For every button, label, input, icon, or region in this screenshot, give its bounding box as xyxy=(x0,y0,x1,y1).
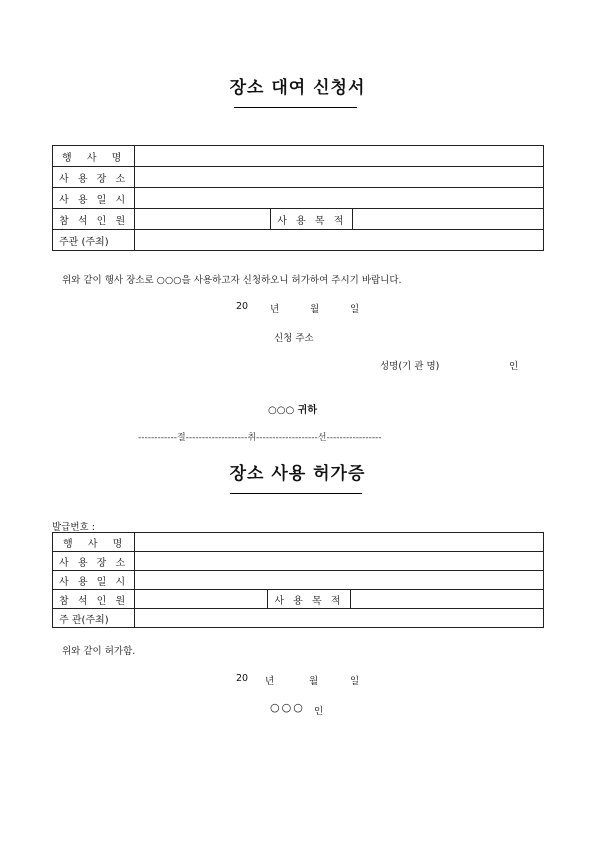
purpose-field[interactable] xyxy=(350,590,543,609)
attendees-label: 참 석 인 원 xyxy=(53,590,135,609)
table-row xyxy=(53,188,544,209)
event-name-label: 행 사 명 xyxy=(53,533,135,552)
application-statement: 위와 같이 행사 장소로 ○○○을 사용하고자 신청하오니 허가하여 주시기 바랍니다. xyxy=(62,275,402,286)
organizer-label: 주 관(주최) xyxy=(53,609,135,628)
applicant-name-label: 성명(기 관 명) xyxy=(380,361,440,372)
venue-field[interactable] xyxy=(135,167,544,188)
application-title: 장소 대여 신청서 xyxy=(229,78,366,98)
event-name-label: 행 사 명 xyxy=(53,146,135,167)
applicant-seal: 인 xyxy=(509,361,519,372)
permit-title: 장소 사용 허가증 xyxy=(229,464,366,484)
permit-date-day-unit: 일 xyxy=(350,676,360,687)
table-row xyxy=(53,609,544,628)
issuer-seal: 인 xyxy=(314,706,324,717)
purpose-label: 사 용 목 적 xyxy=(271,209,353,230)
event-name-field[interactable] xyxy=(135,533,544,552)
table-row xyxy=(53,533,544,552)
organizer-field[interactable] xyxy=(135,230,544,251)
table-row xyxy=(53,590,544,609)
application-date-month-unit: 월 xyxy=(310,304,320,315)
permit-form-table xyxy=(52,532,544,628)
table-row xyxy=(53,209,544,230)
datetime-label: 사 용 일 시 xyxy=(53,571,135,590)
organizer-field[interactable] xyxy=(135,609,544,628)
permit-date-year: 20 xyxy=(236,673,249,684)
permit-date-month-unit: 월 xyxy=(309,676,319,687)
permit-statement: 위와 같이 허가함. xyxy=(62,646,136,657)
attendees-label: 참 석 인 원 xyxy=(53,209,135,230)
purpose-field[interactable] xyxy=(353,209,544,230)
purpose-label: 사 용 목 적 xyxy=(268,590,350,609)
datetime-label: 사 용 일 시 xyxy=(53,188,135,209)
table-row xyxy=(53,552,544,571)
venue-label: 사 용 장 소 xyxy=(53,552,135,571)
table-row xyxy=(53,167,544,188)
event-name-field[interactable] xyxy=(135,146,544,167)
venue-field[interactable] xyxy=(135,552,544,571)
table-row xyxy=(53,571,544,590)
application-date-year: 20 xyxy=(236,301,249,312)
title-underline xyxy=(234,107,357,108)
title-underline xyxy=(230,493,362,494)
venue-label: 사 용 장 소 xyxy=(53,167,135,188)
application-form-table xyxy=(52,145,544,251)
table-row xyxy=(53,230,544,251)
addressee: ○○○ 귀하 xyxy=(268,405,317,416)
permit-date-year-unit: 년 xyxy=(265,676,275,687)
issue-number-label: 발급번호 : xyxy=(52,522,95,533)
attendees-field[interactable] xyxy=(135,209,271,230)
datetime-field[interactable] xyxy=(135,571,544,590)
application-date-year-unit: 년 xyxy=(270,304,280,315)
datetime-field[interactable] xyxy=(135,188,544,209)
table-row xyxy=(53,146,544,167)
application-date-day-unit: 일 xyxy=(350,304,360,315)
attendees-field[interactable] xyxy=(135,590,268,609)
cut-line: ------------절-------------------취-------------------선----------------- xyxy=(138,433,382,443)
applicant-address-label: 신청 주소 xyxy=(274,333,314,344)
organizer-label: 주관 (주최) xyxy=(53,230,135,251)
issuer-signature: ○○○ xyxy=(270,701,305,714)
